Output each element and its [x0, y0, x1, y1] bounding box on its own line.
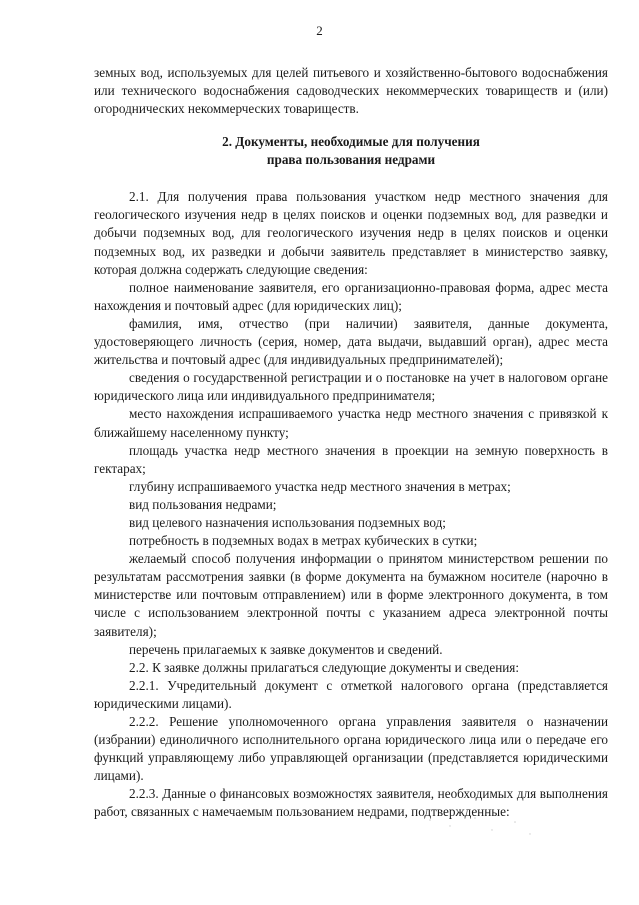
paragraph-2-2: 2.2. К заявке должны прилагаться следующие документы и сведения: [129, 659, 520, 675]
list-item-attachments: перечень прилагаемых к заявке документов и сведений. [129, 641, 443, 657]
page-number: 2 [316, 23, 323, 38]
list-item-registration: сведения о государственной регистрации и о постановке на учет в налоговом органе юридического лица или индивидуального предпринимателя; [94, 370, 608, 404]
section-title-line-1: 2. Документы, необходимые для получения [222, 134, 480, 150]
list-item-water-demand: потребность в подземных водах в метрах кубических в сутки; [129, 533, 478, 549]
intro-paragraph: земных вод, используемых для целей питьевого и хозяйственно-бытового водоснабжения или технического водоснабжения садоводческих некоммерческих товариществ и (или) огороднических некоммерческих товариществ. [94, 65, 608, 117]
document-body [94, 64, 608, 822]
list-item-personal-data: фамилия, имя, отчество (при наличии) заявителя, данные документа, удостоверяющего личность (серия, номер, дата выдачи, выдавший орган), адрес места жительства и почтовый адрес (для индивидуальных предпринимателей); [94, 315, 608, 368]
paragraph-2-2-1: 2.2.1. Учредительный документ с отметкой налогового органа (представляется юридическими лицами). [94, 677, 608, 711]
list-item-depth: глубину испрашиваемого участка недр местного значения в метрах; [129, 478, 511, 494]
list-item-purpose: вид целевого назначения использования подземных вод; [129, 514, 446, 530]
paragraph-2-2-3: 2.2.3. Данные о финансовых возможностях заявителя, необходимых для выполнения работ, связанных с намечаемым пользованием недрами, подтвержденные: [94, 786, 608, 820]
scan-noise-mark [420, 812, 540, 842]
section-title-line-2: права пользования недрами [266, 152, 436, 168]
list-item-usage-type: вид пользования недрами; [129, 496, 277, 512]
list-item-location: место нахождения испрашиваемого участка недр местного значения с привязкой к ближайшему населенному пункту; [94, 406, 608, 440]
list-item-area: площадь участка недр местного значения в проекции на земную поверхность в гектарах; [94, 442, 608, 476]
list-item-full-name: полное наименование заявителя, его организационно-правовая форма, адрес места нахождения и почтовый адрес (для юридических лиц); [94, 279, 608, 313]
section-title [94, 133, 608, 169]
list-item-notification-method: желаемый способ получения информации о принятом министерством решении по результатам рассмотрения заявки (в форме документа на бумажном носителе (нарочно в министерстве или почтовым отправлением) или в форме электронного документа, в том числе с использованием электронной почты с указанием адреса электронной почты заявителя); [94, 551, 608, 639]
paragraph-2-2-2: 2.2.2. Решение уполномоченного органа управления заявителя о назначении (избрании) единоличного исполнительного органа юридического лица или о передаче его функций управляющему либо управляющей организации (представляется юридическими лицами). [94, 714, 608, 784]
paragraph-2-1: 2.1. Для получения права пользования участком недр местного значения для геологического изучения недр в целях поисков и оценки подземных вод, для разведки и добычи подземных вод, для геологического изучения недр в целях поисков и оценки подземных вод, их разведки и добычи заявитель представляет в министерство заявку, которая должна содержать следующие сведения: [94, 189, 608, 277]
